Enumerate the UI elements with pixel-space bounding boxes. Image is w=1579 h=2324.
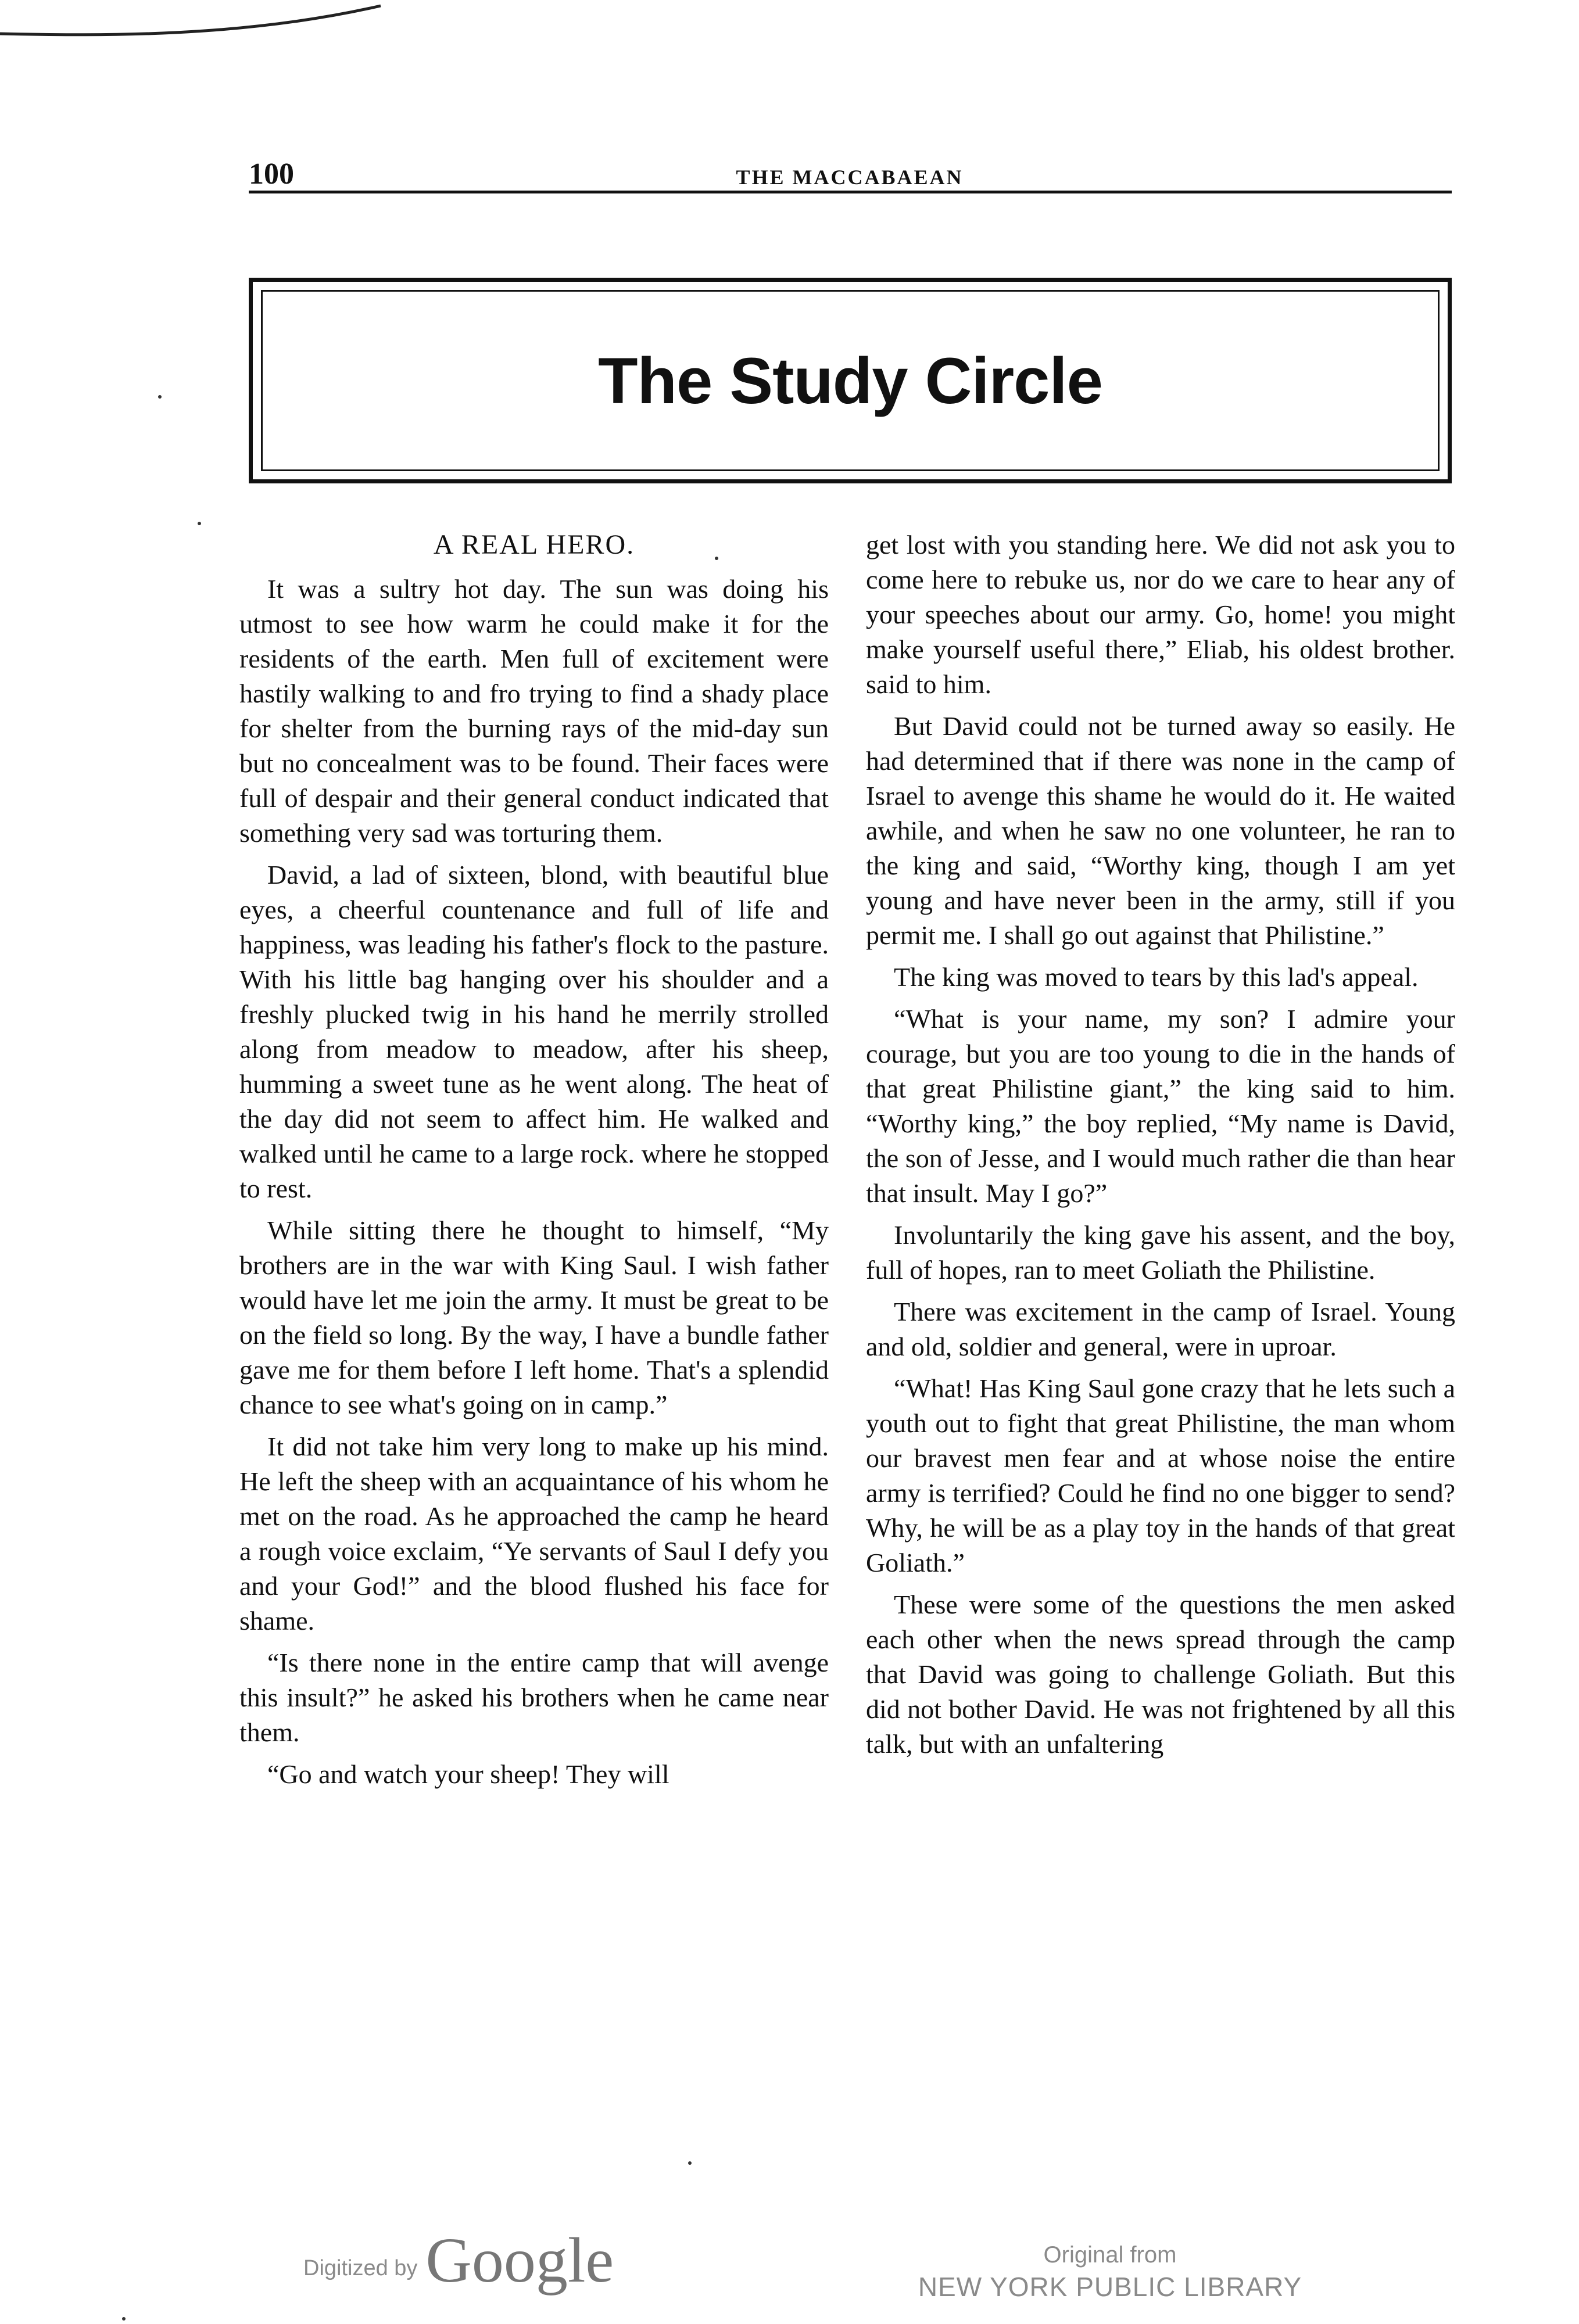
digitized-by-watermark [303, 2225, 614, 2296]
article-paragraph: It did not take him very long to make up his mind. He left the sheep with an acquaintance of his whom he met on the road. As he approached the camp he heard a rough voice exclaim, “Ye servants of Saul I defy you and your God!” and the blood flushed his face for shame. [239, 1432, 829, 1636]
article-paragraph: There was excitement in the camp of Israel. Young and old, soldier and general, were in uproar. [866, 1297, 1455, 1361]
running-title: THE MACCABAEAN [736, 166, 964, 189]
original-from-label: Original from [1043, 2242, 1177, 2268]
library-name: NEW YORK PUBLIC LIBRARY [918, 2272, 1302, 2302]
article-paragraph: These were some of the questions the men asked each other when the news spread through the camp that David was going to challenge Goliath. But this did not bother David. He was not frightened by all this talk, but with an unfaltering [866, 1590, 1455, 1759]
article-paragraph: The king was moved to tears by this lad's appeal. [894, 962, 1419, 992]
scan-speck [198, 522, 201, 525]
digitized-by-label: Digitized by [303, 2256, 418, 2280]
header-rule [249, 191, 1452, 193]
library-attribution [907, 2240, 1313, 2304]
article-paragraph: “What! Has King Saul gone crazy that he lets such a youth out to fight that great Philistine, the man whom our bravest men fear and at whose noise the entire army is terrified? Could he find no one bigger to send? Why, he will be as a play toy in the hands of that great Goliath.” [866, 1373, 1455, 1577]
google-logo: Google [425, 2225, 614, 2296]
scan-speck [715, 557, 718, 560]
section-title-box [249, 278, 1452, 483]
article-paragraph: “What is your name, my son? I admire your courage, but you are too young to die in the hands of that great Philistine giant,” the king said to him. “Worthy king,” the boy replied, “My name is David, the son of Jesse, and I would much rather die than hear that insult. May I go?” [866, 1004, 1455, 1208]
article-paragraph: It was a sultry hot day. The sun was doing his utmost to see how warm he could make it for the residents of the earth. Men full of excitement were hastily walking to and fro trying to find a shady place for shelter from the burning rays of the mid-day sun but no concealment was to be found. Their faces were full of despair and their general conduct indicated that something very sad was torturing them. [239, 574, 829, 848]
article-column-right [866, 528, 1455, 1769]
scan-speck [158, 395, 162, 399]
article-heading: A REAL HERO. [433, 529, 635, 560]
article-paragraph: get lost with you standing here. We did not ask you to come here to rebuke us, nor do we care to hear any of your speeches about our army. Go, home! you might make yourself useful there,” Eliab, his oldest brother. said to him. [866, 530, 1455, 699]
article-column-left [239, 528, 829, 1799]
article-paragraph: But David could not be turned away so easily. He had determined that if there was none in the camp of Israel to avenge this shame he would do it. He waited awhile, and when he saw no one volunteer, he ran to the king and said, “Worthy king, though I am yet young and have never been in the army, still if you permit me. I shall go out against that Philistine.” [866, 711, 1455, 950]
page-header [249, 152, 1451, 194]
article-paragraph: “Is there none in the entire camp that will avenge this insult?” he asked his brothers when he came near them. [239, 1648, 829, 1747]
scan-speck [122, 2317, 126, 2321]
article-paragraph: David, a lad of sixteen, blond, with beautiful blue eyes, a cheerful countenance and full of life and happiness, was leading his father's flock to the pasture. With his little bag hanging over his shoulder and a freshly plucked twig in his hand he merrily strolled along from meadow to meadow, after his sheep, humming a sweet tune as he went along. The heat of the day did not seem to affect him. He walked and walked until he came to a large rock. where he stopped to rest. [239, 860, 829, 1203]
article-paragraph: While sitting there he thought to himself, “My brothers are in the war with King Saul. I wish father would have let me join the army. It must be great to be on the field so long. By the way, I have a bundle father gave me for them before I left home. That's a splendid chance to see what's going on in camp.” [239, 1215, 829, 1419]
scan-artifact-line [0, 0, 407, 52]
section-title-frame [261, 290, 1440, 471]
scan-speck [688, 2161, 692, 2165]
page-number: 100 [249, 157, 294, 191]
section-title: The Study Circle [598, 344, 1102, 417]
article-paragraph: Involuntarily the king gave his assent, and the boy, full of hopes, ran to meet Goliath the Philistine. [866, 1220, 1455, 1285]
article-paragraph: “Go and watch your sheep! They will [267, 1759, 669, 1789]
